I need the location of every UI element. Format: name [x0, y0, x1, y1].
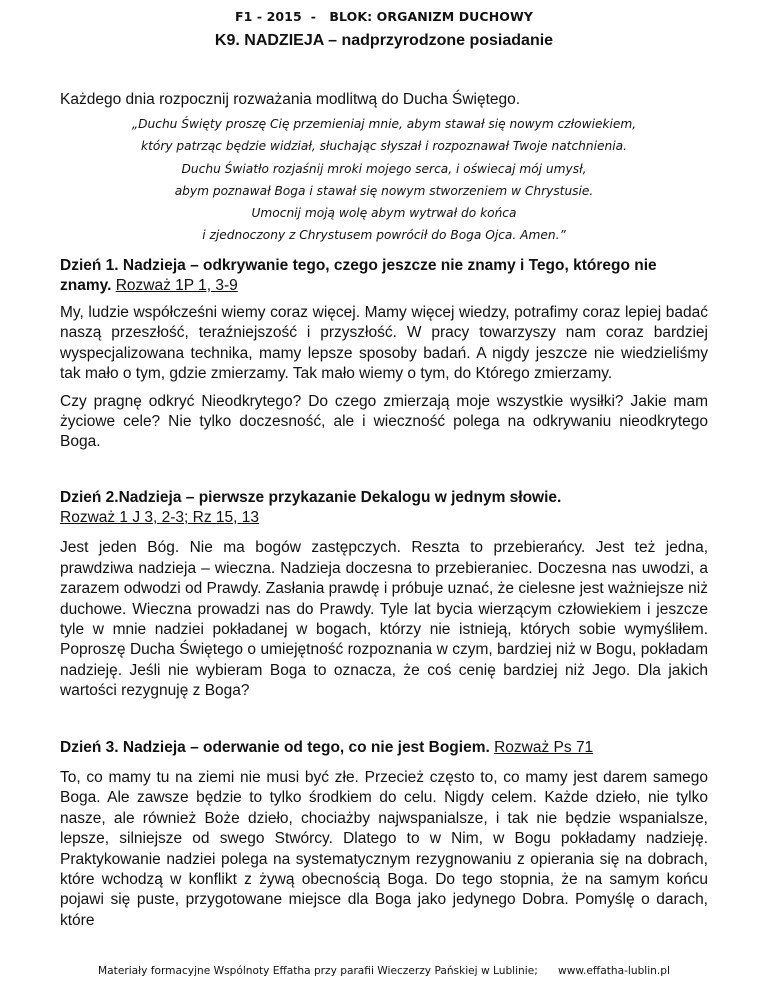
prayer-line: Duchu Światło rozjaśnij mroki mojego serca, i oświecaj mój umysł,: [181, 161, 587, 176]
footer-text: Materiały formacyjne Wspólnoty Effatha przy parafii Wieczerzy Pańskiej w Lublinie;: [98, 965, 538, 977]
day1-paragraph-1: My, ludzie współcześni wiemy coraz więcej. Mamy więcej wiedzy, potrafimy coraz lepiej badać naszą przeszłość, teraźniejszość i przyszłość. W pracy towarzyszy nam coraz bardziej wyspecjalizowana technika, mamy lepsze sposoby badań. A nigdy jeszcze nie wiedzieliśmy tak mało o tym, gdzie zmierzamy. Tak mało wiemy o tym, do Którego zmierzamy.: [60, 304, 708, 383]
prayer-line: który patrząc będzie widział, słuchając słyszał i rozpoznawał Twoje natchnienia.: [141, 139, 627, 154]
day2-paragraph-1: Jest jeden Bóg. Nie ma bogów zastępczych. Reszta to przebierańcy. Jest też jedna, prawdziwa nadzieja – wieczna. Nadzieja doczesna to przebieraniec. Doczesna nas uwodzi, a zarazem odwodzi od Prawdy. Zasłania prawdę i próbuje uznać, że cielesne jest ważniejsze niż duchowe. Wieczna prowadzi nas do Prawdy. Tyle lat bycia wierzącym człowiekiem i jeszcze tyle w mnie nadziei pokładanej w bogach, którzy nie istnieją, których sobie wymyśliłem. Poproszę Ducha Świętego o umiejętność rozpoznania w czym, bardziej niż w Bogu, pokładam nadzieję. Jeśli nie wybieram Boga to oznacza, że coś cenię bardziej niż Jego. Dla jakich wartości rezygnuję z Boga?: [60, 539, 708, 700]
day2-ref-text: Rozważ 1 J 3, 2-3; Rz 15, 13: [60, 509, 260, 526]
page-title: K9. NADZIEJA – nadprzyrodzone posiadanie: [214, 32, 554, 49]
day3-section: [60, 738, 708, 931]
day3-heading: [60, 738, 708, 758]
prayer-line: i zjednoczony z Chrystusem powrócił do Boga Ojca. Amen.”: [202, 228, 566, 243]
day1-scripture-reference: Rozważ 1P 1, 3-9: [115, 277, 238, 294]
day2-scripture-reference: [60, 508, 708, 528]
prayer-block: [60, 113, 708, 247]
day2-section: [60, 488, 708, 702]
document-footer: [0, 965, 768, 977]
day1-section: [60, 256, 708, 453]
block-name: BLOK: ORGANIZM DUCHOWY: [329, 9, 534, 24]
day1-heading-text: Dzień 1. Nadzieja – odkrywanie tego, czego jeszcze nie znamy i Tego, którego nie znamy.: [60, 257, 657, 294]
day3-heading-text: Dzień 3. Nadzieja – oderwanie od tego, co nie jest Bogiem.: [60, 739, 490, 756]
document-header: [0, 9, 768, 24]
course-code: F1 - 2015: [234, 9, 302, 24]
prayer-line: Umocnij moją wolę abym wytrwał do końca: [251, 206, 517, 221]
day2-heading: Dzień 2.Nadzieja – pierwsze przykazanie Dekalogu w jednym słowie.: [60, 489, 562, 506]
prayer-line: „Duchu Święty proszę Cię przemieniaj mnie, abym stawał się nowym człowiekiem,: [131, 117, 637, 131]
prayer-line: abym poznawał Boga i stawał się nowym stworzeniem w Chrystusie.: [174, 183, 594, 198]
day3-paragraph-1: To, co mamy tu na ziemi nie musi być złe. Przecież często to, co mamy jest darem samego Boga. Ale zawsze będzie to tylko środkiem do celu. Nigdy celem. Każde dzieło, nie tylko nasze, ale również Boże dzieło, chociażby najwspanialsze, i tak nie będzie wspanialsze, lepsze, silniejsze od swego Stwórcy. Dlatego to w Nim, w Bogu pokładamy nadzieję. Praktykowanie nadziei polega na systematycznym rezygnowaniu z opierania się na dobrach, które wchodzą w konflikt z żywą obecnością Boga. Do tego stopnia, że na samym końcu pojawi się puste, przygotowane miejsce dla Boga jako jedynego Dobra. Pomyślę o darach, które: [60, 769, 708, 929]
day1-paragraph-2: Czy pragnę odkryć Nieodkrytego? Do czego zmierzają moje wszystkie wysiłki? Jakie mam życiowe cele? Nie tylko doczesność, ale i wieczność polega na odkrywaniu nieodkrytego Boga.: [60, 392, 708, 451]
intro-instruction: Każdego dnia rozpocznij rozważania modlitwą do Ducha Świętego.: [60, 91, 521, 108]
day3-scripture-reference: Rozważ Ps 71: [494, 739, 594, 756]
day1-heading: [60, 256, 708, 296]
header-separator: -: [310, 9, 316, 24]
footer-url: www.effatha-lublin.pl: [558, 965, 670, 977]
